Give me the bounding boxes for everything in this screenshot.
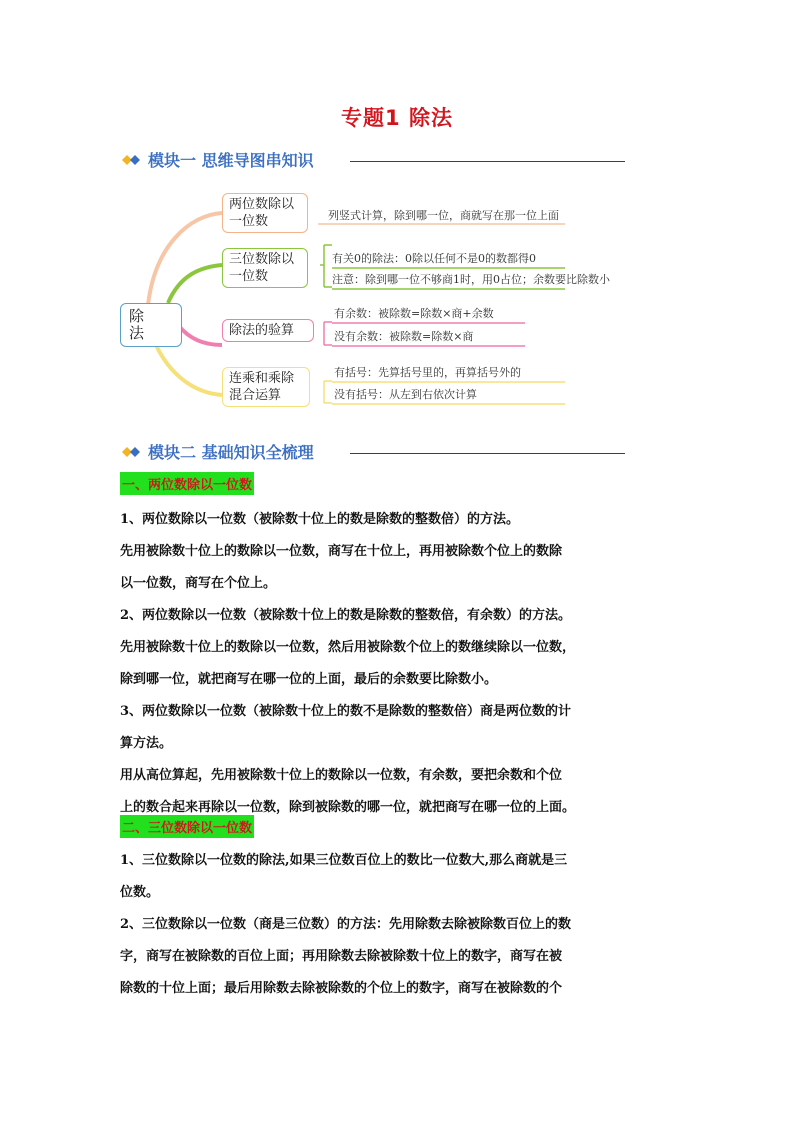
leaf-text: 有关0的除法：0除以任何不是0的数都得0 bbox=[332, 252, 536, 265]
leaf-text: 注意：除到哪一位不够商1时，用0占位；余数要比除数小 bbox=[332, 273, 610, 286]
leaf-text: 列竖式计算，除到哪一位，商就写在那一位上面 bbox=[328, 209, 559, 222]
paragraph-line: 除数的十位上面；最后用除数去除被除数的个位上的数字，商写在被除数的个 bbox=[120, 981, 563, 996]
module-2-header bbox=[120, 440, 625, 466]
branch-node-mixed: 连乘和乘除混合运算 bbox=[222, 367, 310, 407]
paragraph-line: 用从高位算起，先用被除数十位上的数除以一位数，有余数，要把余数和个位 bbox=[120, 768, 563, 783]
paragraph-line: 位数。 bbox=[120, 885, 160, 900]
leaf-text: 有余数：被除数=除数×商+余数 bbox=[334, 307, 494, 320]
paragraph-line: 以一位数，商写在个位上。 bbox=[120, 576, 277, 591]
section-1-body bbox=[120, 504, 680, 824]
paragraph-line: 2、三位数除以一位数（商是三位数）的方法：先用除数去除被除数百位上的数 bbox=[120, 917, 572, 932]
paragraph-line: 算方法。 bbox=[120, 736, 173, 751]
section-1-heading: 一、两位数除以一位数 bbox=[120, 472, 254, 495]
branch-node-two-digit: 两位数除以一位数 bbox=[222, 193, 308, 233]
paragraph-line: 1、三位数除以一位数的除法,如果三位数百位上的数比一位数大,那么商就是三 bbox=[120, 853, 568, 868]
paragraph-line: 先用被除数十位上的数除以一位数，然后用被除数个位上的数继续除以一位数， bbox=[120, 640, 576, 655]
paragraph-line: 2、两位数除以一位数（被除数十位上的数是除数的整数倍，有余数）的方法。 bbox=[120, 608, 572, 623]
module-2-rule bbox=[350, 453, 625, 454]
branch-node-check: 除法的验算 bbox=[222, 319, 314, 342]
leaf-text: 有括号：先算括号里的，再算括号外的 bbox=[334, 366, 521, 379]
paragraph-line: 1、两位数除以一位数（被除数十位上的数是除数的整数倍）的方法。 bbox=[120, 512, 520, 527]
leaf-text: 没有余数：被除数=除数×商 bbox=[334, 330, 474, 343]
module-2-title: 模块二 基础知识全梳理 bbox=[148, 443, 314, 462]
diamond-bullet-icon bbox=[120, 153, 144, 167]
branch-node-three-digit: 三位数除以一位数 bbox=[222, 248, 308, 288]
paragraph-line: 先用被除数十位上的数除以一位数，商写在十位上，再用被除数个位上的数除 bbox=[120, 544, 563, 559]
paragraph-line: 3、两位数除以一位数（被除数十位上的数不是除数的整数倍）商是两位数的计 bbox=[120, 704, 572, 719]
paragraph-line: 除到哪一位，就把商写在哪一位的上面，最后的余数要比除数小。 bbox=[120, 672, 498, 687]
diamond-bullet-icon bbox=[120, 445, 144, 459]
module-1-rule bbox=[350, 161, 625, 162]
paragraph-line: 上的数合起来再除以一位数，除到被除数的哪一位，就把商写在哪一位的上面。 bbox=[120, 800, 576, 815]
section-2-heading: 二、三位数除以一位数 bbox=[120, 815, 254, 838]
page-title: 专题1 除法 bbox=[341, 106, 453, 130]
paragraph-line: 字，商写在被除数的百位上面；再用除数去除被除数十位上的数字，商写在被 bbox=[120, 949, 563, 964]
mind-map bbox=[110, 185, 610, 415]
section-2-body bbox=[120, 845, 680, 1005]
module-1-header bbox=[120, 148, 625, 174]
module-1-title: 模块一 思维导图串知识 bbox=[148, 151, 314, 170]
mind-map-root: 除 法 bbox=[120, 303, 182, 347]
leaf-text: 没有括号：从左到右依次计算 bbox=[334, 388, 477, 401]
